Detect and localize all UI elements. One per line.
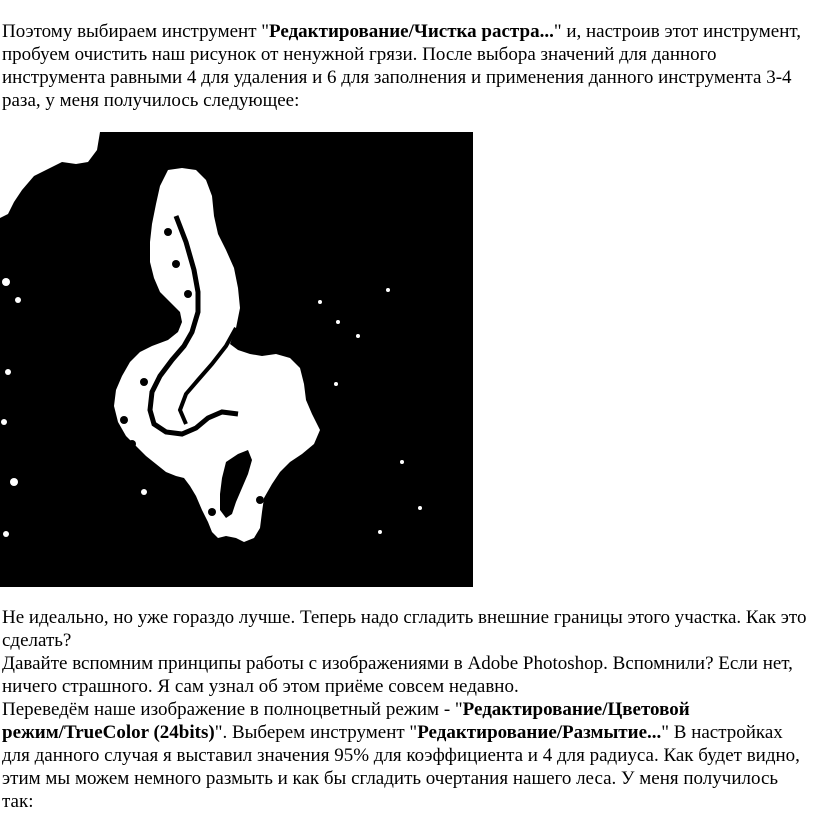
- text: Давайте вспомним принципы работы с изображениями в Adobe Photoshop. Вспомнили? Если нет, ничего страшного. Я сам узнал об этом приёме совсем недавно.: [2, 653, 793, 697]
- text: Переведём наше изображение в полноцветный режим - ": [2, 699, 463, 720]
- bold-menu-path: Редактирование/Цветовой режим/TrueColor (24bits): [2, 699, 690, 743]
- paragraph-intro: [2, 20, 814, 112]
- bold-tool-name: Редактирование/Чистка растра...: [269, 21, 554, 42]
- text: " и, настроив этот инструмент, пробуем очистить наш рисунок от ненужной грязи. После выбора значений для данного инструмента равными 4 для удаления и 6 для заполнения и применения данного инструмента 3-4 раза, у меня получилось следующее:: [2, 21, 802, 111]
- paragraph-blur: [2, 698, 814, 813]
- text: " В настройках для данного случая я выставил значения 95% для коэффициента и 4 для радиуса. Как будет видно, этим мы можем немного размыть и как бы сгладить очертания нашего леса. У меня получилось так:: [2, 722, 800, 812]
- text: Поэтому выбираем инструмент ": [2, 21, 270, 42]
- bold-tool-name: Редактирование/Размытие...: [417, 722, 662, 743]
- paragraph-result: [2, 606, 814, 652]
- text: ". Выберем инструмент ": [214, 722, 418, 743]
- raster-cleanup-image: [0, 132, 473, 587]
- paragraph-photoshop: [2, 652, 814, 698]
- text: Не идеально, но уже гораздо лучше. Теперь надо сгладить внешние границы этого участка. Как это сделать?: [2, 607, 807, 651]
